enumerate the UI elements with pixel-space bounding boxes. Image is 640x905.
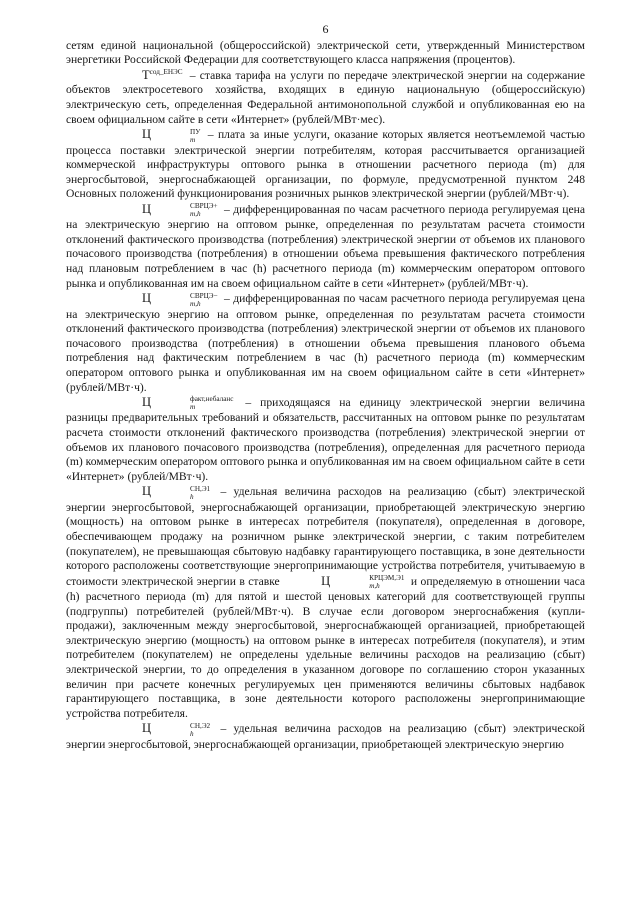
paragraph-text: – приходящаяся на единицу электрической энергии величина разницы предварительных требований и обязательств, рассчитанных на оптовом рынке по результатам расчета стоимости отклонений фактического производства (потребления) электрической энергии от объемов их планового почасового производства (потребления), определенная для расчетного периода (m) коммерческим оператором оптового рынка и опубликованная им на своем официальном сайте в сети «Интернет» (рублей/МВт·ч). [66,396,585,483]
paragraph-sales-cost-e1 [66,484,585,721]
formula-symbol-inline: Ц КРЦЭМ,Э1 m,h [321,573,405,591]
paragraph-tariff-enes [66,68,585,127]
paragraph-text: – удельная величина расходов на реализацию (сбыт) электрической энергии энергосбытовой, энергоснабжающей организации, приобретающей электрическую энергию (мощность) на оптовом рынке в интересах потребителя (покупателя), определенная в договоре, обеспечивающем продажу на розничном рынке электрической энергии, с таким потребителем (покупателем), не превышающая сбытовую надбавку гарантирующего поставщика, в зоне деятельности которого расположены соответствующие энергопринимающие устройства потребителя, учитываемую в стоимости электрической энергии в ставке [66,485,585,588]
page-number: 6 [322,22,329,36]
paragraph-text: – дифференцированная по часам расчетного периода регулируемая цена на электрическую энергию на оптовом рынке, определенная по результатам расчета стоимости отклонений фактического производства (потребления) электрической энергии от объемов их планового почасового производства (потребления) в отношении объема превышения планового объема потребления над фактическим потреблением в час (h) расчетного периода (m) коммерческим оператором оптового рынка и опубликованная им на своем официальном сайте в сети «Интернет» (рублей/МВт·ч). [66,292,585,394]
paragraph-continuation: сетям единой национальной (общероссийской) электрической сети, утвержденный Министерством энергетики Российской Федерации для соответствующего класса напряжения (процентов). [66,38,585,67]
paragraph-text: – ставка тарифа на услуги по передаче электрической энергии на содержание объектов электросетевого хозяйства, входящих в единую национальную (общероссийскую) электрическую сеть, определенная Федеральной антимонопольной службой и опубликованная ею на своем официальном сайте в сети «Интернет» (рублей/МВт·мес). [66,68,585,126]
formula-symbol: Ц СВРЦЭ+ m,h [142,201,218,219]
paragraph-imbalance [66,395,585,484]
formula-symbol: Ц факт,небаланс m [142,395,234,412]
paragraph-text: – плата за иные услуги, оказание которых является неотъемлемой частью процесса поставки электрической энергии потребителям, которая рассчитывается организацией коммерческой инфраструктуры оптового рынка в отношении расчетного периода (m) для энергосбытовой, энергоснабжающей организации, по формуле, предусмотренной пунктом 248 Основных положений функционирования розничных рынков электрической энергии (рублей/МВт·ч). [66,128,585,201]
paragraph-text: – дифференцированная по часам расчетного периода регулируемая цена на электрическую энергию на оптовом рынке, определенная по результатам расчета стоимости отклонений фактического производства (потребления) электрической энергии от объемов их планового почасового производства (потребления) в отношении объема превышения фактического потребления над плановым потреблением в час (h) расчетного периода (m) коммерческим оператором оптового рынка и опубликованная им на своем официальном сайте в сети «Интернет» (рублей/МВт·ч). [66,202,585,290]
formula-symbol: Ц ПУ m [142,127,201,144]
formula-symbol: Ц СН,Э2 h [142,721,211,738]
formula-symbol: $Т^{сод\_ЕНЭС}$ [142,67,183,82]
paragraph-text: – удельная величина расходов на реализацию (сбыт) электрической энергии энергосбытовой, энергоснабжающей организации, приобретающей электрическую энергию [66,722,585,751]
paragraph-text: и определяемую в отношении часа (h) расчетного периода (m) для пятой и шестой ценовых категорий для соответствующей группы (подгруппы) потребителей (рублей/МВт·ч). В случае если договором энергоснабжения (купли-продажи), заключенным между энергосбытовой, энергоснабжающей организацией, приобретающей электрическую энергию (мощность) на оптовом рынке в интересах потребителя (покупателя), и этим потребителем (покупателем) не определены удельные величины расходов на реализацию (сбыт) электрической энергии, то до определения в указанном договоре по соглашению сторон указанных величин при расчете конечных регулируемых цен применяются величины сбытовых надбавок гарантирующего поставщика, в зоне деятельности которого расположены энергопринимающие устройства потребителя. [66,574,586,720]
paragraph-svrce-minus [66,291,585,395]
formula-symbol: Ц СВРЦЭ− m,h [142,291,218,308]
formula-symbol: Ц СН,Э1 h [142,484,211,501]
document-page [66,22,585,752]
paragraph-sales-cost-e2 [66,721,585,752]
paragraph-other-services [66,127,585,202]
paragraph-svrce-plus [66,202,585,291]
